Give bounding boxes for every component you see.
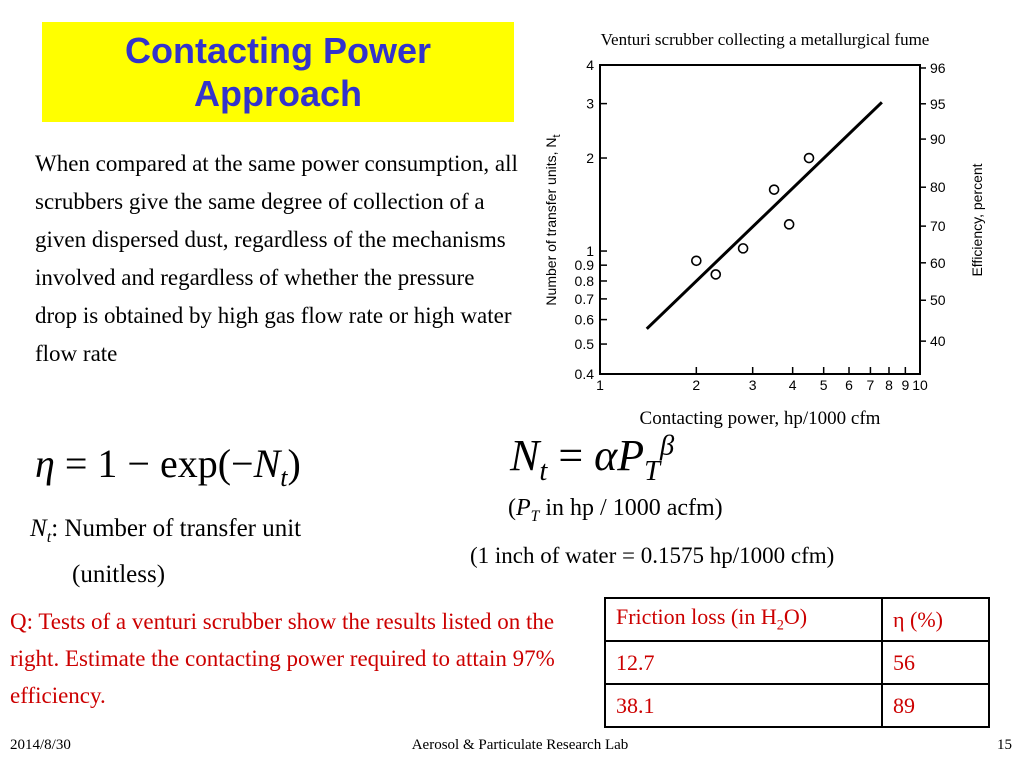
eq2-psub: T bbox=[644, 455, 661, 487]
x-tick-label: 9 bbox=[901, 377, 910, 390]
data-point bbox=[692, 256, 701, 265]
table-cell: 56 bbox=[882, 641, 989, 684]
x-tick-label: 5 bbox=[819, 377, 828, 390]
table-header-row bbox=[605, 598, 989, 641]
eq1-close: ) bbox=[287, 441, 301, 486]
eq2-equals: = bbox=[547, 431, 595, 480]
x-tick-label: 3 bbox=[748, 377, 757, 390]
nt-unitless: (unitless) bbox=[72, 561, 166, 588]
x-tick-label: 2 bbox=[692, 377, 701, 390]
chart-title: Venturi scrubber collecting a metallurgical fume bbox=[600, 30, 930, 49]
efficiency-equation bbox=[35, 440, 301, 493]
x-tick-label: 4 bbox=[788, 377, 797, 390]
title-box bbox=[42, 22, 514, 122]
data-point bbox=[805, 154, 814, 163]
y-axis-label-sub: t bbox=[551, 134, 563, 138]
x-tick-label: 8 bbox=[885, 377, 893, 390]
y2-tick-label: 60 bbox=[930, 254, 946, 271]
eq2-sub: t bbox=[539, 455, 548, 487]
footer-lab: Aerosol & Particulate Research Lab bbox=[411, 737, 629, 753]
x-tick-label: 6 bbox=[845, 377, 853, 390]
pt-units-note: ($P_T$ in hp / 1000 acfm) bbox=[508, 495, 723, 525]
eq2-n: N bbox=[510, 431, 540, 480]
nt-definition: $N_t$: Number of transfer unit (unitless) bbox=[30, 515, 302, 588]
data-point bbox=[785, 220, 794, 229]
y-tick-label: 3 bbox=[586, 95, 594, 112]
y-tick-label: 0.9 bbox=[574, 257, 594, 274]
title-line-2: Approach bbox=[193, 73, 362, 114]
chart-xlabel: Contacting power, hp/1000 cfm bbox=[639, 408, 881, 429]
y-axis-label-text: Number of transfer units, N bbox=[543, 137, 559, 306]
y2-tick-label: 80 bbox=[930, 179, 946, 196]
x-tick-labels bbox=[596, 377, 928, 390]
x-tick-label: 10 bbox=[912, 377, 928, 390]
eq2-psup: β bbox=[660, 430, 675, 462]
y-tick-label: 0.7 bbox=[574, 290, 594, 307]
data-point bbox=[711, 270, 720, 279]
table-row bbox=[605, 641, 989, 684]
inch-water-note: (1 inch of water = 0.1575 hp/1000 cfm) bbox=[470, 543, 835, 568]
slide-title bbox=[125, 29, 431, 115]
y2-tick-labels bbox=[930, 60, 946, 349]
y-tick-label: 1 bbox=[586, 243, 594, 260]
eq2-p: P bbox=[617, 431, 645, 480]
page-number: 15 bbox=[997, 737, 1012, 753]
y2-tick-label: 70 bbox=[930, 218, 946, 235]
data-point bbox=[770, 185, 779, 194]
title-line-1: Contacting Power bbox=[124, 30, 432, 71]
y-axis-label bbox=[543, 134, 563, 305]
table-cell: 89 bbox=[882, 684, 989, 727]
header-friction-loss: Friction loss (in $H_2O$) bbox=[605, 598, 882, 641]
eq2-alpha: α bbox=[594, 431, 618, 480]
data-points bbox=[692, 154, 814, 279]
header-efficiency: η (%) bbox=[882, 598, 989, 641]
y-tick-label: 0.5 bbox=[574, 336, 594, 353]
y-tick-label: 0.8 bbox=[574, 272, 594, 289]
y-tick-label: 2 bbox=[586, 150, 594, 167]
body-paragraph: When compared at the same power consumption, all scrubbers give the same degree of collection of a given dispersed dust, regardless of the mechanisms involved and regardless of whether the pressure drop is obtained by high gas flow rate or high water flow rate bbox=[35, 151, 518, 366]
question-text: Q: Tests of a venturi scrubber show the results listed on the right. Estimate the contacting power required to attain 97% efficiency. bbox=[10, 609, 555, 708]
data-point bbox=[739, 244, 748, 253]
eq1-n: N bbox=[253, 441, 281, 486]
table-cell: 12.7 bbox=[605, 641, 882, 684]
y2-tick-label: 40 bbox=[930, 333, 946, 350]
y2-tick-label: 50 bbox=[930, 292, 946, 309]
table-row bbox=[605, 684, 989, 727]
x-tick-label: 1 bbox=[596, 377, 604, 390]
y-tick-label: 0.4 bbox=[574, 366, 594, 382]
results-table bbox=[604, 597, 990, 728]
x-tick-label: 7 bbox=[866, 377, 875, 390]
y-tick-label: 0.6 bbox=[574, 311, 594, 328]
nt-vs-power-chart bbox=[530, 50, 1000, 390]
footer-date: 2014/8/30 bbox=[10, 737, 71, 753]
y2-tick-label: 90 bbox=[930, 131, 946, 148]
y-tick-label: 4 bbox=[586, 57, 594, 73]
nt-equation bbox=[510, 430, 674, 488]
table-cell: 38.1 bbox=[605, 684, 882, 727]
fit-line bbox=[647, 102, 882, 329]
y-tick-labels bbox=[575, 57, 595, 382]
eq1-body: = 1 − exp(− bbox=[54, 441, 254, 486]
y2-tick-label: 96 bbox=[930, 59, 946, 76]
y2-axis-label: Efficiency, percent bbox=[969, 163, 985, 277]
y2-tick-label: 95 bbox=[930, 95, 946, 112]
eq1-eta: η bbox=[35, 441, 55, 486]
eq1-sub: t bbox=[280, 463, 288, 492]
